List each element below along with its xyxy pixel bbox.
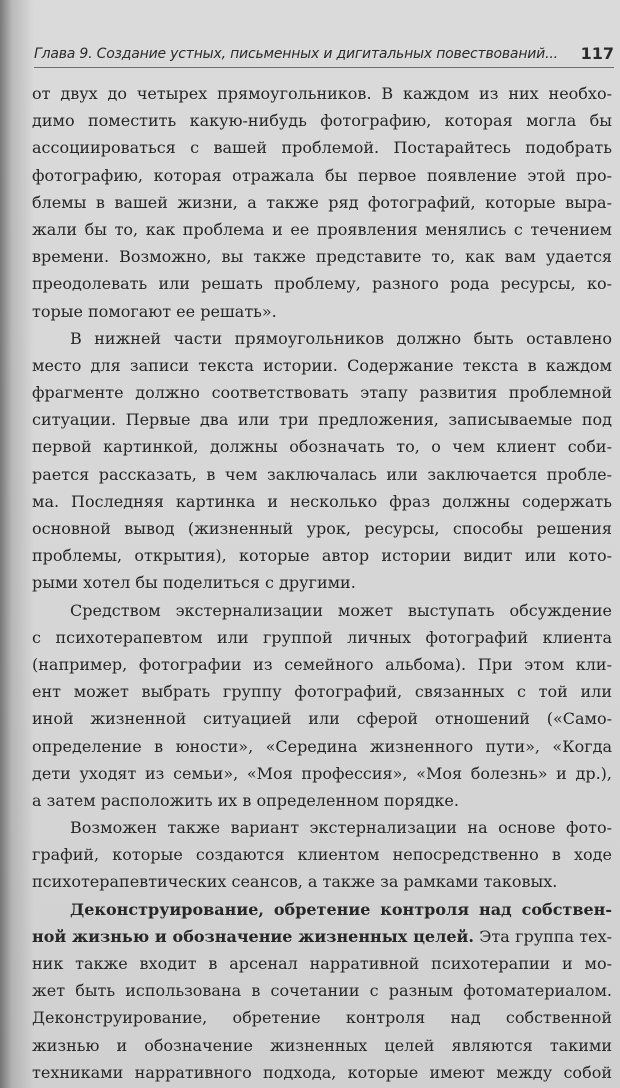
text-span: Эта группа тех- [473,926,613,946]
bold-lead-text: ной жизнью и обозначение жизненных целей. [32,926,474,946]
text-line: блемы в вашей жизни, а также ряд фотографий, которые выра- [32,192,612,212]
text-line: от двух до четырех прямоугольников. В каждом из них необхо- [32,84,612,103]
text-line: ент может выбрать группу фотографий, связанных с той или [32,682,612,702]
text-line [32,923,612,950]
text-line: рается рассказать, в чем заключалась или заключается пробле- [32,464,612,484]
paragraph [32,597,612,815]
page-number: 117 [580,44,614,63]
text-line: психотерапевтических сеансов, а также за рамками таковых. [32,872,558,892]
text-line: определение в юности», «Середина жизненного пути», «Когда [32,736,612,756]
text-line: димо поместить какую-нибудь фотографию, которая могла бы [32,111,612,131]
paragraph [32,80,612,325]
running-header [34,43,614,68]
text-line: ассоциироваться с вашей проблемой. Постарайтесь подобрать [32,138,612,158]
text-line: первой картинкой, должны обозначать то, о чем клиент соби- [32,437,612,457]
text-line: с психотерапевтом или группой личных фотографий клиента [32,627,612,647]
text-line: фотографию, которая отражала бы первое появление этой про- [32,165,612,185]
text-line: В нижней части прямоугольников должно быть оставлено [70,328,612,348]
text-line: жали бы то, как проблема и ее проявления менялись с течением [32,219,612,239]
text-line: торые помогают ее решать». [32,301,277,321]
text-line: а затем расположить их в определенном порядке. [32,790,459,810]
text-line: преодолевать или решать проблему, разного рода ресурсы, ко- [32,274,612,294]
paragraph [32,814,612,896]
text-line: (например, фотографии из семейного альбома). При этом кли- [32,654,612,674]
chapter-title: Глава 9. Создание устных, письменных и дигитальных повествований... [34,46,558,62]
text-line: проблемы, открытия), которые автор истории видит или кото- [32,546,612,566]
text-line: ник также входит в арсенал нарративной психотерапии и мо- [32,954,612,973]
text-line: графий, которые создаются клиентом непосредственно в ходе [32,845,612,865]
text-line: техниками нарративного подхода, которые имеют между собой [32,1062,612,1082]
text-line: Возможен также вариант экстернализации на основе фото- [70,818,612,838]
paragraph [32,896,612,1086]
text-line: дети уходят из семьи», «Моя профессия», «Моя болезнь» и др.), [32,763,612,783]
text-line: место для записи текста истории. Содержание текста в каждом [32,355,612,375]
body-text [32,80,612,1086]
paragraph [32,325,612,597]
text-line: Деконструирование, обретение контроля над собственной [32,1008,612,1028]
text-line: времени. Возможно, вы также представите то, как вам удается [32,247,612,267]
text-line: ма. Последняя картинка и несколько фраз должны содержать [32,491,612,511]
text-line: жизнью и обозначение жизненных целей являются такими [32,1035,612,1055]
text-line: ситуации. Первые два или три предложения, записываемые под [32,410,612,430]
text-line: иной жизненной ситуацией или сферой отношений («Само- [32,709,612,729]
text-line: фрагменте должно соответствовать этапу развития проблемной [32,383,612,403]
text-line: жет быть использована в сочетании с разным фотоматериалом. [32,981,612,1001]
text-line: рыми хотел бы поделиться с другими. [32,573,356,593]
text-line: Средством экстернализации может выступать обсуждение [70,600,612,620]
text-line: основной вывод (жизненный урок, ресурсы, способы решения [32,519,612,538]
bold-lead-line: Деконструирование, обретение контроля над собствен- [70,899,612,919]
